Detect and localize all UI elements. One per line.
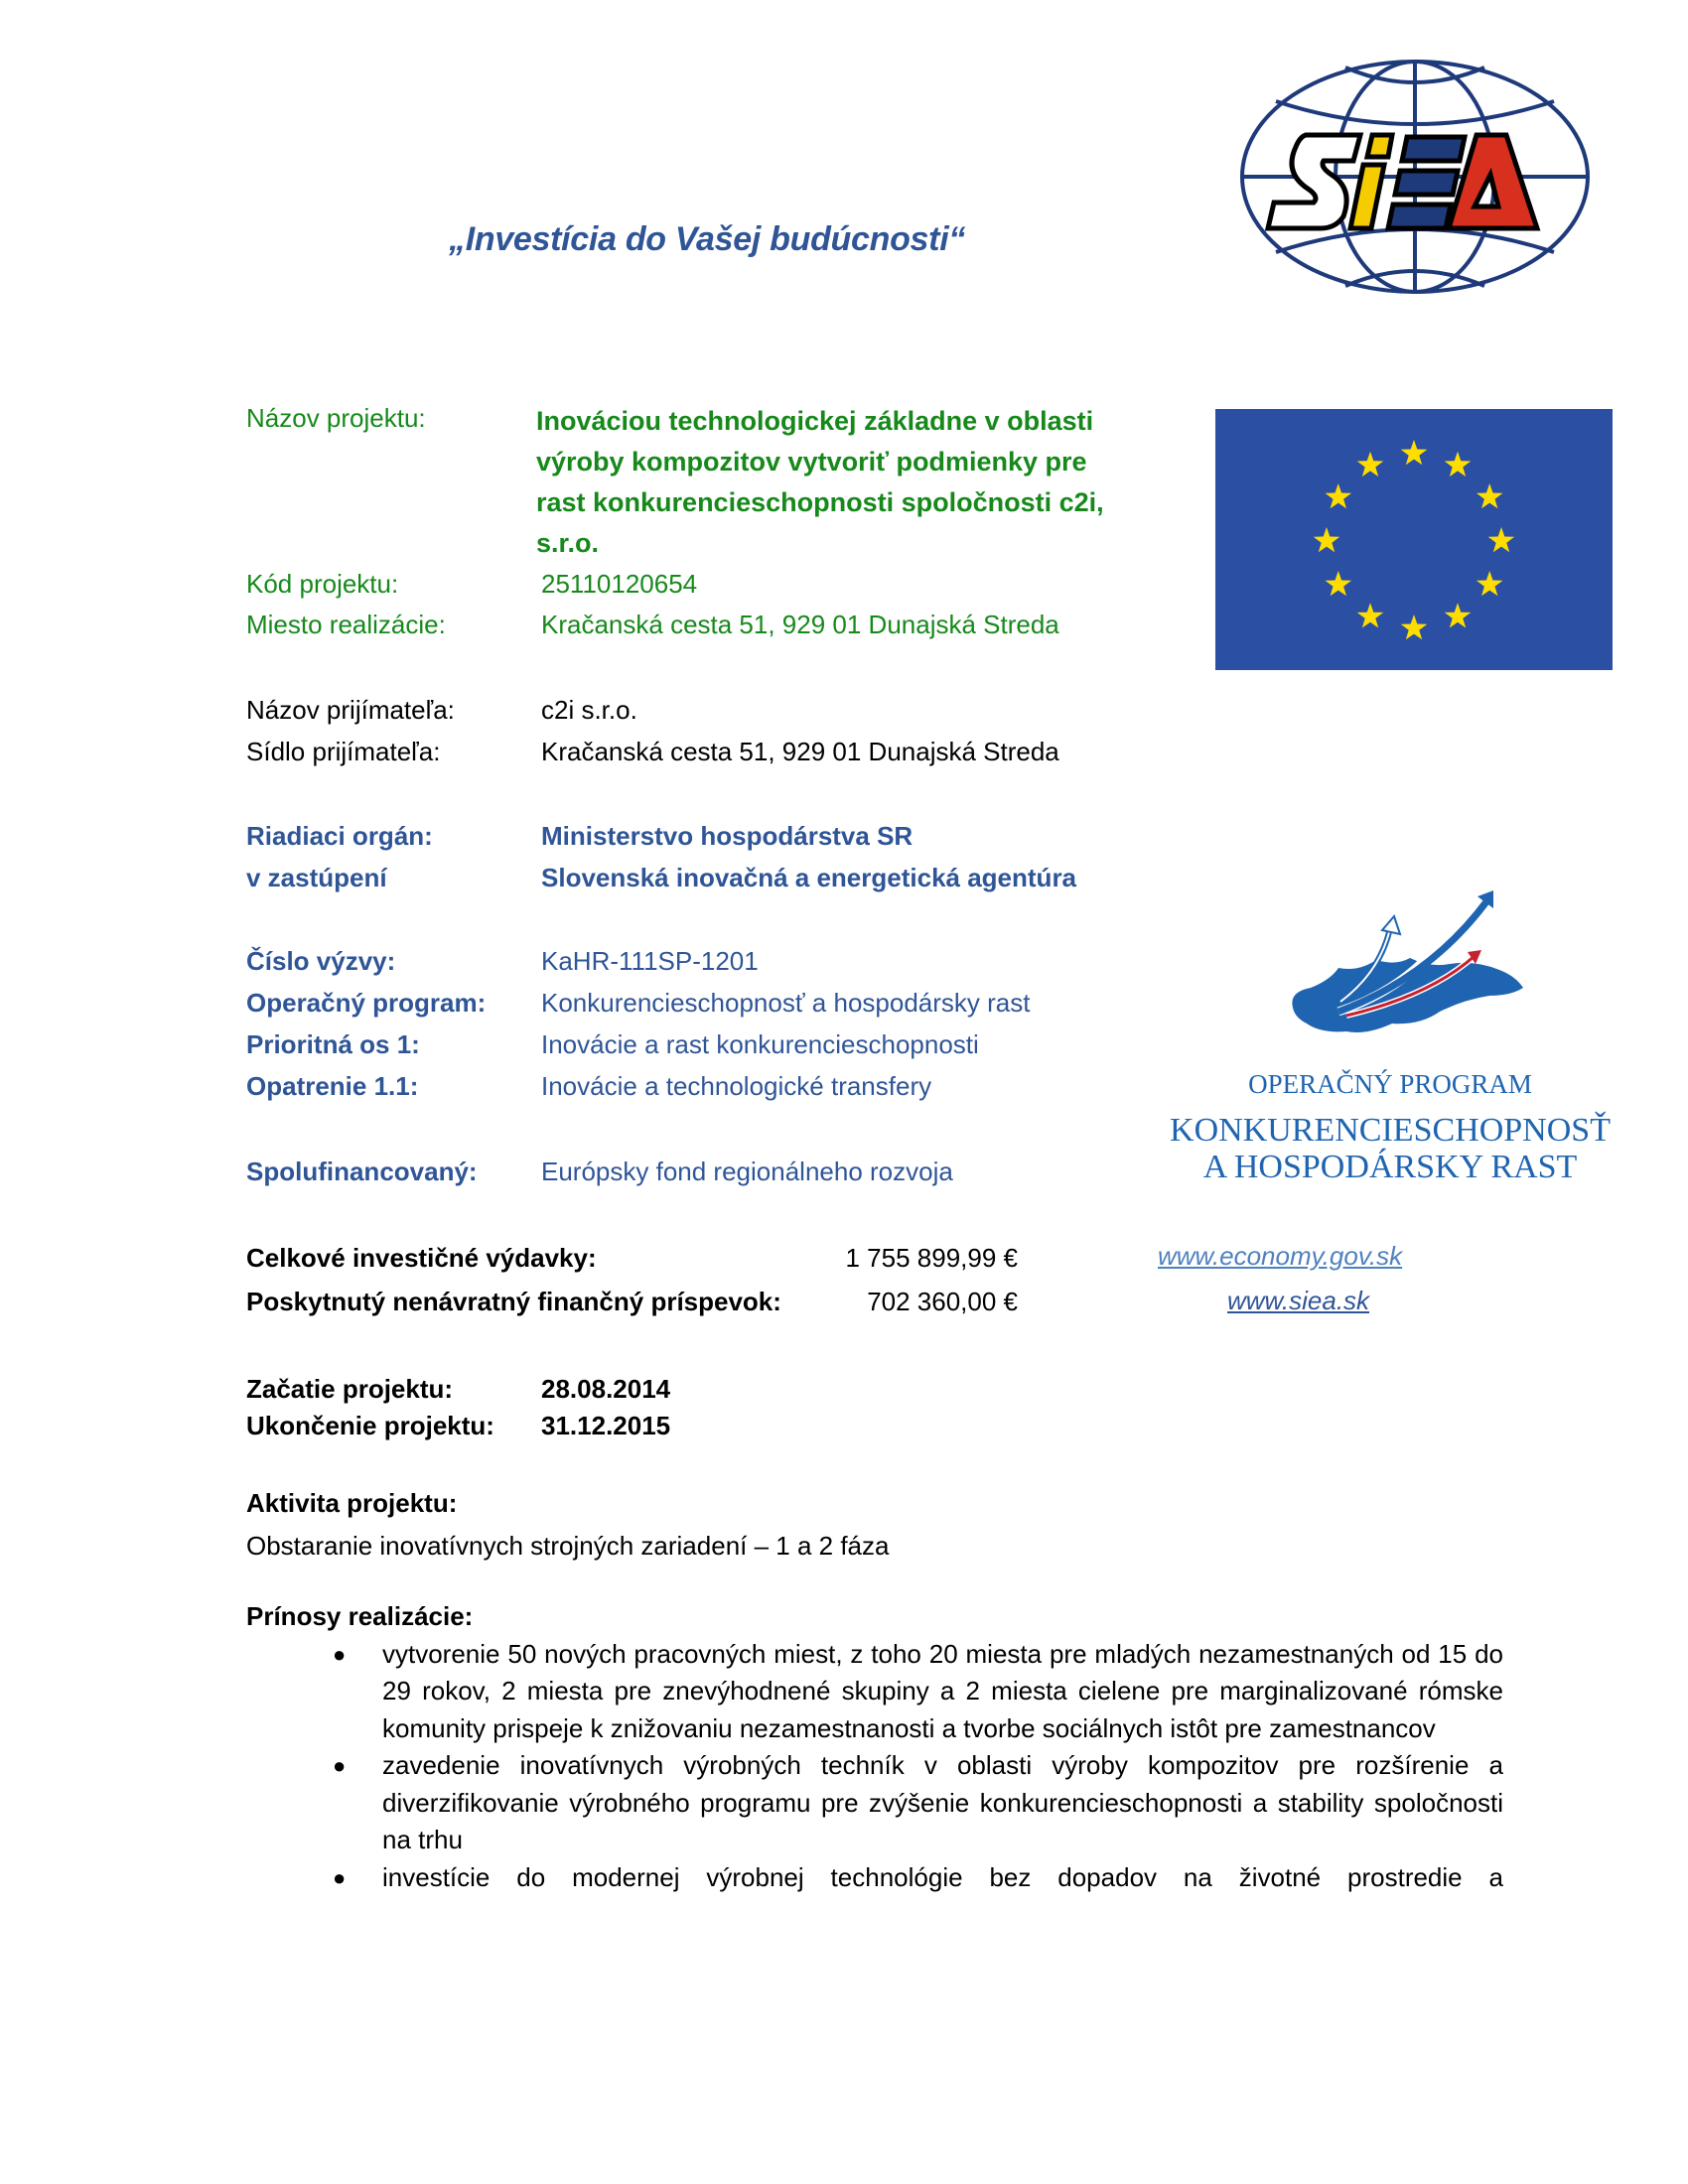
start-date-label: Začatie projektu: xyxy=(246,1374,454,1404)
activity-heading: Aktivita projektu: xyxy=(246,1488,458,1518)
op-logo-line3: A HOSPODÁRSKY RAST xyxy=(1202,1149,1578,1185)
bullet-icon: ● xyxy=(333,1864,347,1890)
eu-star-icon xyxy=(1488,527,1515,552)
total-expenses-label: Celkové investičné výdavky: xyxy=(246,1243,597,1273)
activity-text: Obstaranie inovatívnych strojných zariadení – 1 a 2 fáza xyxy=(246,1531,890,1561)
project-code-label: Kód projektu: xyxy=(246,569,399,599)
siea-link[interactable]: www.siea.sk xyxy=(1227,1286,1370,1315)
benefit-text: vytvorenie 50 nových pracovných miest, z toho 20 miesta pre mladých nezamestnaných od 15 do 29 rokov, 2 miesta pre znevýhodnené skupiny a 2 miesta cielene pre marginalizované rómske komunity prispeje k znižovaniu nezamestnanosti a tvorbe sociálnych istôt pre zamestnancov xyxy=(382,1638,1503,1743)
recipient-seat-label: Sídlo prijímateľa: xyxy=(246,737,441,766)
project-location-label: Miesto realizácie: xyxy=(246,610,446,639)
bullet-icon: ● xyxy=(333,1753,347,1778)
slogan: „Investícia do Vašej budúcnosti“ xyxy=(449,220,966,258)
eu-flag xyxy=(1215,409,1613,670)
benefit-item xyxy=(246,1636,1503,1748)
eu-star-icon xyxy=(1357,603,1384,627)
op-logo-graphic xyxy=(1281,888,1539,1047)
end-date-label: Ukončenie projektu: xyxy=(246,1411,494,1440)
bullet-icon: ● xyxy=(333,1641,347,1667)
eu-star-icon xyxy=(1357,452,1384,477)
eu-star-icon xyxy=(1477,571,1503,596)
economy-gov-link[interactable]: www.economy.gov.sk xyxy=(1158,1241,1403,1271)
managing-authority-label: Riadiaci orgán: xyxy=(246,821,433,851)
eu-star-icon xyxy=(1445,452,1472,477)
project-name-line: rast konkurencieschopnosti spoločnosti c2i, xyxy=(536,487,1104,517)
grant-value: 702 360,00 € xyxy=(867,1287,1018,1316)
represented-by-value: Slovenská inovačná a energetická agentúra xyxy=(541,863,1077,892)
eu-stars xyxy=(1215,409,1613,670)
grant-label: Poskytnutý nenávratný finančný príspevok: xyxy=(246,1287,781,1316)
project-location-value: Kračanská cesta 51, 929 01 Dunajská Streda xyxy=(541,610,1059,639)
benefits-section xyxy=(246,1598,1503,1896)
measure-value: Inovácie a technologické transfery xyxy=(541,1071,932,1101)
eu-star-icon xyxy=(1401,614,1428,639)
priority-axis-label: Prioritná os 1: xyxy=(246,1029,420,1059)
slovakia-map-arrows-icon xyxy=(1281,888,1539,1047)
project-code-value: 25110120654 xyxy=(541,569,698,599)
eu-star-icon xyxy=(1326,571,1352,596)
end-date-value: 31.12.2015 xyxy=(541,1411,671,1440)
recipient-seat-value: Kračanská cesta 51, 929 01 Dunajská Streda xyxy=(541,737,1059,766)
measure-label: Opatrenie 1.1: xyxy=(246,1071,419,1101)
project-name-label: Názov projektu: xyxy=(246,403,426,433)
project-name-line: Inováciou technologickej základne v oblasti xyxy=(536,406,1094,436)
eu-star-icon xyxy=(1314,527,1340,552)
eu-star-icon xyxy=(1326,483,1352,508)
project-name-line: výroby kompozitov vytvoriť podmienky pre xyxy=(536,447,1087,477)
operational-program-value: Konkurencieschopnosť a hospodársky rast xyxy=(541,988,1031,1018)
managing-authority-value: Ministerstvo hospodárstva SR xyxy=(541,821,914,851)
op-logo-line2: KONKURENCIESCHOPNOSŤ xyxy=(1170,1112,1611,1149)
start-date-value: 28.08.2014 xyxy=(541,1374,671,1404)
op-logo-line1: OPERAČNÝ PROGRAM xyxy=(1248,1069,1532,1099)
recipient-name-value: c2i s.r.o. xyxy=(541,695,637,725)
benefits-heading: Prínosy realizácie: xyxy=(246,1601,474,1631)
operational-program-label: Operačný program: xyxy=(246,988,487,1018)
benefit-text: investície do modernej výrobnej technológie bez dopadov na životné prostredie a xyxy=(382,1861,1503,1892)
benefit-item xyxy=(246,1859,1503,1897)
total-expenses-value: 1 755 899,99 € xyxy=(845,1243,1018,1273)
eu-star-icon xyxy=(1401,440,1428,465)
cofinanced-label: Spolufinancovaný: xyxy=(246,1157,478,1186)
project-name-line: s.r.o. xyxy=(536,528,600,558)
priority-axis-value: Inovácie a rast konkurencieschopnosti xyxy=(541,1029,979,1059)
benefit-text: zavedenie inovatívnych výrobných techník v oblasti výroby kompozitov pre rozšírenie a diverzifikovanie výrobného programu pre zvýšenie konkurencieschopnosti a stability spoločnosti na trhu xyxy=(382,1750,1503,1854)
recipient-name-label: Názov prijímateľa: xyxy=(246,695,455,725)
eu-star-icon xyxy=(1445,603,1472,627)
represented-by-label: v zastúpení xyxy=(246,863,387,892)
eu-star-icon xyxy=(1477,483,1503,508)
project-name-value xyxy=(536,401,1152,564)
cofinanced-value: Európsky fond regionálneho rozvoja xyxy=(541,1157,953,1186)
siea-logo xyxy=(1236,58,1594,300)
benefit-item xyxy=(246,1747,1503,1859)
call-number-label: Číslo výzvy: xyxy=(246,946,396,976)
call-number-value: KaHR-111SP-1201 xyxy=(541,946,759,976)
siea-globe-icon xyxy=(1236,58,1594,300)
